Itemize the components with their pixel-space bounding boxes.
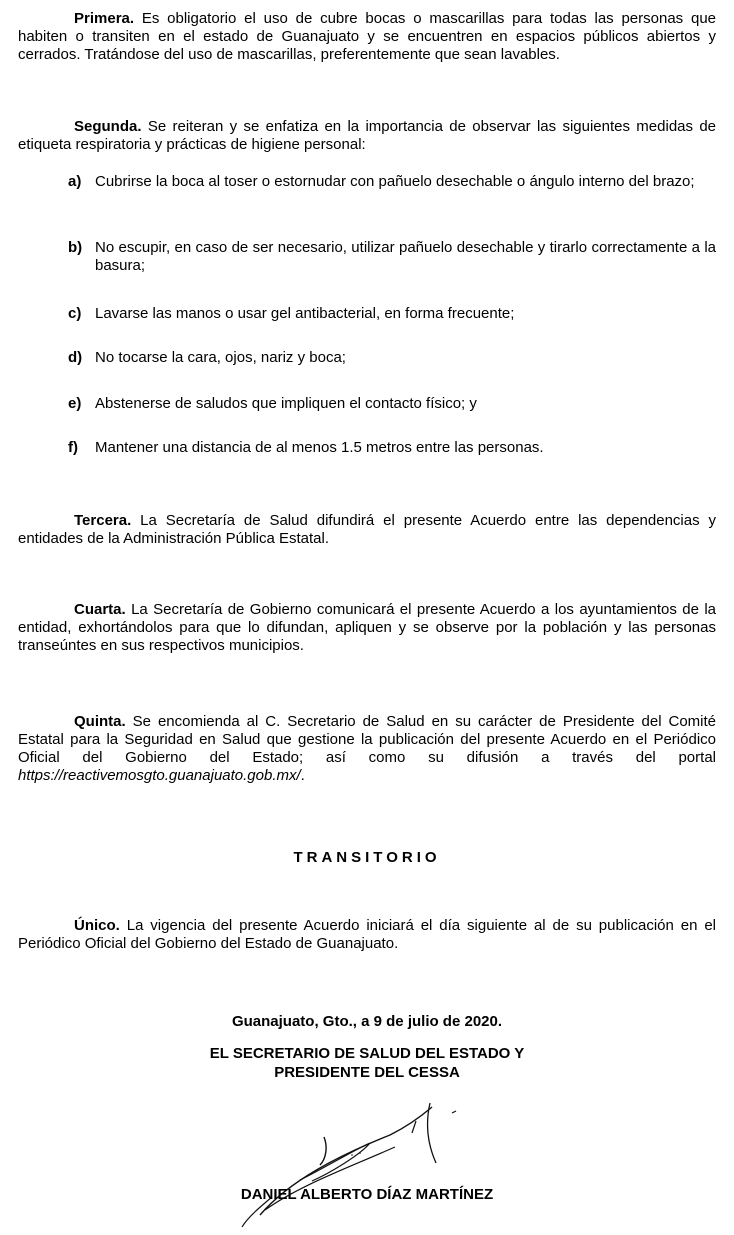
lead-cuarta: Cuarta.	[74, 601, 126, 618]
text-segunda: Se reiteran y se enfatiza en la importancia de observar las siguientes medidas de etiqueta respiratoria y prácticas de higiene personal:	[18, 118, 716, 153]
signer-title-line-1: EL SECRETARIO DE SALUD DEL ESTADO Y	[209, 1045, 525, 1062]
list-item-e	[68, 395, 716, 413]
paragraph-segunda	[18, 118, 716, 154]
item-text: No escupir, en caso de ser necesario, utilizar pañuelo desechable y tirarlo correctamente a la basura;	[95, 239, 716, 274]
section-heading-transitorio: TRANSITORIO	[293, 849, 441, 866]
item-label: e)	[68, 395, 82, 412]
item-label: a)	[68, 173, 82, 190]
lead-primera: Primera.	[74, 10, 135, 27]
list-item-d	[68, 349, 716, 367]
text-unico: La vigencia del presente Acuerdo iniciará el día siguiente al de su publicación en el Periódico Oficial del Gobierno del Estado de Guanajuato.	[18, 917, 716, 952]
item-text: Abstenerse de saludos que impliquen el contacto físico; y	[95, 395, 477, 412]
lead-segunda: Segunda.	[74, 118, 142, 135]
item-label: f)	[68, 439, 78, 456]
item-label: d)	[68, 349, 83, 366]
text-cuarta: La Secretaría de Gobierno comunicará el presente Acuerdo a los ayuntamientos de la entidad, exhortándolos para que lo difundan, apliquen y se observe por la población y las personas transeúntes en sus respectivos municipios.	[18, 601, 716, 654]
list-item-a	[68, 173, 716, 191]
list-item-f	[68, 439, 716, 457]
lead-quinta: Quinta.	[74, 713, 126, 730]
text-quinta: Se encomienda al C. Secretario de Salud en su carácter de Presidente del Comité Estatal para la Seguridad en Salud que gestione la publicación del presente Acuerdo en el Periódico Oficial del Gobierno del Estado; así como su difusión a través del portal	[18, 713, 716, 766]
lead-unico: Único.	[74, 917, 120, 934]
signer-name: DANIEL ALBERTO DÍAZ MARTÍNEZ	[240, 1186, 494, 1203]
paragraph-cuarta	[18, 601, 716, 655]
list-item-b	[68, 239, 716, 275]
text-quinta-end: .	[300, 767, 305, 784]
place-date: Guanajuato, Gto., a 9 de julio de 2020.	[231, 1013, 503, 1030]
portal-url: https://reactivemosgto.guanajuato.gob.mx/	[18, 767, 301, 784]
item-label: b)	[68, 239, 83, 256]
paragraph-quinta	[18, 713, 716, 785]
paragraph-unico	[18, 917, 716, 953]
item-text: Lavarse las manos o usar gel antibacterial, en forma frecuente;	[95, 305, 515, 322]
paragraph-tercera	[18, 512, 716, 548]
list-item-c	[68, 305, 716, 323]
paragraph-primera	[18, 10, 716, 64]
item-text: Mantener una distancia de al menos 1.5 metros entre las personas.	[95, 439, 544, 456]
signer-title-line-2: PRESIDENTE DEL CESSA	[274, 1064, 460, 1081]
handwritten-signature	[220, 1085, 480, 1235]
text-tercera: La Secretaría de Salud difundirá el presente Acuerdo entre las dependencias y entidades de la Administración Pública Estatal.	[18, 512, 716, 547]
item-text: Cubrirse la boca al toser o estornudar con pañuelo desechable o ángulo interno del brazo;	[95, 173, 695, 190]
lead-tercera: Tercera.	[74, 512, 132, 529]
text-primera: Es obligatorio el uso de cubre bocas o mascarillas para todas las personas que habiten o transiten en el estado de Guanajuato y se encuentren en espacios públicos abiertos y cerrados. Tratándose del uso de mascarillas, preferentemente que sean lavables.	[18, 10, 716, 63]
item-text: No tocarse la cara, ojos, nariz y boca;	[95, 349, 346, 366]
item-label: c)	[68, 305, 82, 322]
